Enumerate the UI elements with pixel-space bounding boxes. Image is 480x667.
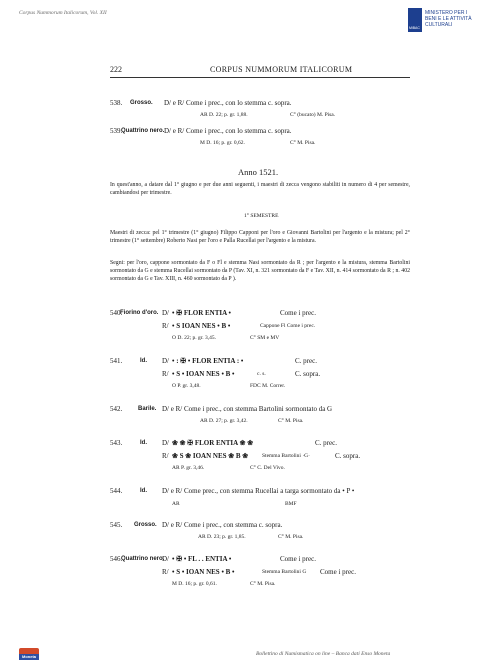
moneta-logo: [19, 648, 39, 660]
obverse-legend: • : ✠ • FLOR ENTIA : •: [172, 357, 244, 365]
entry-denomination: Fiorino d'oro.: [120, 310, 159, 316]
reverse-label: R/: [162, 370, 169, 378]
logo-mark-text: MiBAC: [409, 26, 420, 30]
entry-number: 542.: [110, 405, 123, 413]
obverse-label: D/: [162, 357, 169, 365]
entry-denomination: Id.: [140, 440, 147, 446]
mint-masters-paragraph: Maestri di zecca: pel 1° trimestre (1° giugno) Filippo Capponi per l'oro e Giovanni Bartolini per l'argento e la mistura; pel 2° trimestre (1° settembre) Roberto Nasi per l'oro e Palla Rucellai per l'argento e la mistura.: [110, 230, 410, 245]
header-rule: [110, 77, 410, 78]
entry-denomination: Quattrino nero.: [121, 128, 165, 134]
entry-collection: C° (bucato) M. Pisa.: [290, 112, 336, 118]
obverse-legend: • ✠ FLOR ENTIA •: [172, 309, 231, 317]
entry-description: D/ e R/ Come i prec., con stemma c. sopra.: [162, 521, 283, 529]
year-heading: Anno 1521.: [238, 167, 279, 177]
obverse-legend: • ✠ • FL . . ENTIA •: [172, 555, 232, 563]
reverse-note: C. sopra.: [295, 370, 321, 378]
entry-collection: C° C. Del Vivo.: [250, 465, 285, 471]
entry-denomination: Barile.: [138, 406, 157, 412]
entry-metal-weight: AR D. 23; p. gr. 1,85.: [198, 534, 246, 540]
entry-metal-weight: O P. gr. 3,48.: [172, 383, 201, 389]
entry-number: 538.: [110, 99, 123, 107]
entry-denomination: Id.: [140, 358, 147, 364]
entry-metal-weight: AR D. 22; p. gr. 1,88.: [200, 112, 248, 118]
ministry-logo-mark: [408, 8, 422, 32]
entry-collection: C° M. Pisa.: [278, 534, 304, 540]
obverse-label: D/: [162, 555, 169, 563]
reverse-legend: • S • IOAN NES • B •: [172, 370, 235, 378]
entry-number: 543.: [110, 439, 123, 447]
moneta-logo-text: Moneta: [19, 654, 39, 660]
entry-denomination: Grosso.: [134, 522, 157, 528]
reverse-legend: ❀ S ❀ IOAN NES ❀ B ❀: [172, 452, 249, 460]
page-number: 222: [110, 65, 122, 74]
obverse-legend: ❀ ❀ ✠ FLOR ENTIA ❀ ❀: [172, 439, 254, 447]
entry-number: 539.: [110, 127, 123, 135]
reverse-label: R/: [162, 568, 169, 576]
entry-number: 540.: [110, 309, 123, 317]
entry-denomination: Quattrino nero.: [121, 556, 165, 562]
ministry-logo: [408, 8, 472, 42]
obverse-label: D/: [162, 439, 169, 447]
intro-paragraph: In quest'anno, a datare dal 1° giugno e per due anni seguenti, i maestri di zecca vengono stabiliti in numero di 4 per semestre, cambiandosi per trimestre.: [110, 182, 410, 197]
journal-header: Corpus Nummorum Italicorum, Vol. XII: [19, 10, 107, 16]
entry-number: 541.: [110, 357, 123, 365]
entry-collection: C° SM e MV: [250, 335, 280, 341]
reverse-legend: • S • IOAN NES • B •: [172, 568, 235, 576]
obverse-note: Come i prec.: [280, 555, 316, 563]
entry-number: 546.: [110, 555, 123, 563]
entry-metal-weight: M D. 16; p. gr. 0,61.: [172, 581, 217, 587]
reverse-note: Come i prec.: [320, 568, 356, 576]
reverse-legend: • S IOAN NES • B •: [172, 322, 231, 330]
entry-collection: C° M. Pisa.: [250, 581, 276, 587]
semester-heading: 1° SEMESTRE: [244, 213, 279, 219]
running-title: CORPUS NUMMORUM ITALICORUM: [210, 65, 353, 74]
obverse-note: Come i prec.: [280, 309, 316, 317]
entry-metal-weight: AR: [172, 501, 180, 507]
entry-metal-weight: O D. 22; p. gr. 3,45.: [172, 335, 216, 341]
obverse-note: C. prec.: [295, 357, 317, 365]
reverse-note: Cappone Fl Come i prec.: [260, 323, 316, 329]
ministry-logo-text: MINISTERO PER I BENI E LE ATTIVITÀ CULTURALI: [425, 10, 472, 28]
entry-description: D/ e R/ Come i prec., con stemma Bartolini sormontato da G: [162, 405, 333, 413]
entry-description: D/ e R/ Come i prec., con lo stemma c. sopra.: [164, 99, 292, 107]
entry-collection: C° M. Pisa.: [290, 140, 316, 146]
entry-description: D/ e R/ Come i prec., con lo stemma c. sopra.: [164, 127, 292, 135]
reverse-note: Stemma Bartolini ·G·: [262, 453, 310, 459]
entry-denomination: Grosso.: [130, 100, 153, 106]
entry-number: 544.: [110, 487, 123, 495]
reverse-note: Stemma Bartolini G: [262, 569, 307, 575]
footer-credit: Bollettino di Numismatica on line – Banca dati Enso Moneta: [256, 651, 391, 657]
entry-metal-weight: AR P. gr. 3,46.: [172, 465, 205, 471]
entry-collection: BMF: [285, 501, 297, 507]
reverse-label: R/: [162, 322, 169, 330]
reverse-label: R/: [162, 452, 169, 460]
entry-number: 545.: [110, 521, 123, 529]
running-header: [110, 65, 410, 77]
entry-collection: FDC M. Correr.: [250, 383, 286, 389]
mint-marks-paragraph: Segni: per l'oro, cappone sormontato da F o Fl e stemma Nasi sormontato da R ; per l'argento e la mistura, stemma Bartolini sormontato da G e stemma Rucellai sormontato da P (Tav. XI, n. 321 sormontato da F e Tav. XII, n. 414 sormontato da R ; n. 402 sormontato da G e Tav. XIII, n. 460 sormontato da P ).: [110, 260, 410, 283]
entry-collection: C° M. Pisa.: [278, 418, 304, 424]
entry-metal-weight: AR D. 27; p. gr. 3,42.: [200, 418, 248, 424]
entry-denomination: Id.: [140, 488, 147, 494]
reverse-note: C. sopra.: [335, 452, 361, 460]
reverse-note: c. s.: [257, 371, 266, 377]
entry-description: D/ e R/ Come prec., con stemma Rucellai a targa sormontato da • P •: [162, 487, 355, 495]
obverse-label: D/: [162, 309, 169, 317]
entry-metal-weight: M D. 16; p. gr. 0,62.: [200, 140, 245, 146]
obverse-note: C. prec.: [315, 439, 337, 447]
